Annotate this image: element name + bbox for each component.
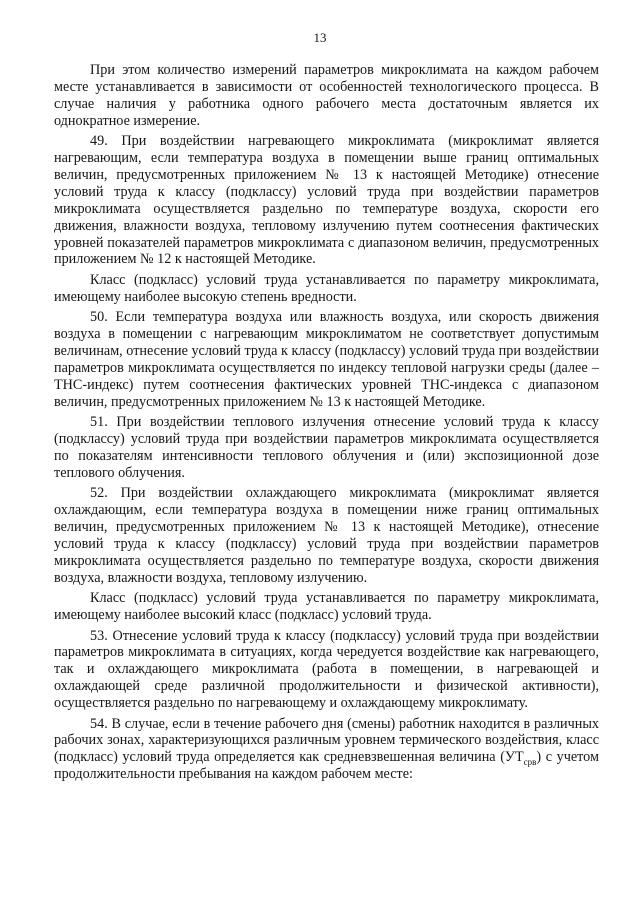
paragraph-54-subscript: срв	[523, 757, 537, 768]
paragraph-54	[54, 716, 599, 784]
paragraph-52: 52. При воздействии охлаждающего микроклимата (микроклимат является охлаждающим, если температура воздуха в помещении ниже границ оптимальных величин, предусмотренных приложением № 13 к настоящей Методике), отнесение условий труда к классу (подклассу) условий труда при воздействии параметров микроклимата осуществляется раздельно по температуре воздуха, скорости движения воздуха, влажности воздуха, тепловому излучению.	[54, 485, 599, 586]
document-body	[54, 62, 599, 787]
page-number: 13	[313, 30, 327, 45]
paragraph-49-class: Класс (подкласс) условий труда устанавливается по параметру микроклимата, имеющему наиболее высокую степень вредности.	[54, 271, 599, 305]
paragraph-53: 53. Отнесение условий труда к классу (подклассу) условий труда при воздействии параметров микроклимата в ситуациях, когда чередуется воздействие как нагревающего, так и охлаждающего микроклимата (работа в помещении, в нагревающей и охлаждающей среде различной продолжительности и физической активности), осуществляется раздельно по нагревающему и охлаждающему микроклимату.	[54, 627, 599, 712]
paragraph-49: 49. При воздействии нагревающего микроклимата (микроклимат является нагревающим, если температура воздуха в помещении выше границ оптимальных величин, предусмотренных приложением № 13 к настоящей Методике) отнесение условий труда к классу (подклассу) условий труда при воздействии параметров микроклимата осуществляется раздельно по температуре воздуха, скорости его движения, влажности воздуха, тепловому излучению путем соотнесения фактических уровней показателей параметров микроклимата с диапазоном величин, предусмотренных приложением № 12 к настоящей Методике.	[54, 133, 599, 268]
paragraph-50: 50. Если температура воздуха или влажность воздуха, или скорость движения воздуха в помещении с нагревающим микроклиматом не соответствует допустимым величинам, отнесение условий труда к классу (подклассу) условий труда при воздействии параметров микроклимата осуществляется по индексу тепловой нагрузки среды (далее – ТНС-индекс) путем соотнесения фактических уровней ТНС-индекса с диапазоном величин, предусмотренных приложением № 13 к настоящей Методике.	[54, 309, 599, 410]
paragraph-51: 51. При воздействии теплового излучения отнесение условий труда к классу (подклассу) условий труда при воздействии параметров микроклимата осуществляется по показателям интенсивности теплового облучения и (или) экспозиционной дозе теплового облучения.	[54, 414, 599, 481]
paragraph-measurements: При этом количество измерений параметров микроклимата на каждом рабочем месте устанавливается в зависимости от особенностей технологического процесса. В случае наличия у работника одного рабочего места достаточным является их однократное измерение.	[54, 62, 599, 129]
paragraph-52-class: Класс (подкласс) условий труда устанавливается по параметру микроклимата, имеющему наиболее высокий класс (подкласс) условий труда.	[54, 590, 599, 624]
paragraph-54-text-end: ) с учетом продолжительности пребывания на каждом рабочем месте:	[54, 749, 599, 783]
paragraph-54-text-start: 54. В случае, если в течение рабочего дня (смены) работник находится в различных рабочих зонах, характеризующихся различным уровнем термического воздействия, класс (подкласс) условий труда определяется как средневзвешенная величина (УТ	[54, 715, 599, 766]
